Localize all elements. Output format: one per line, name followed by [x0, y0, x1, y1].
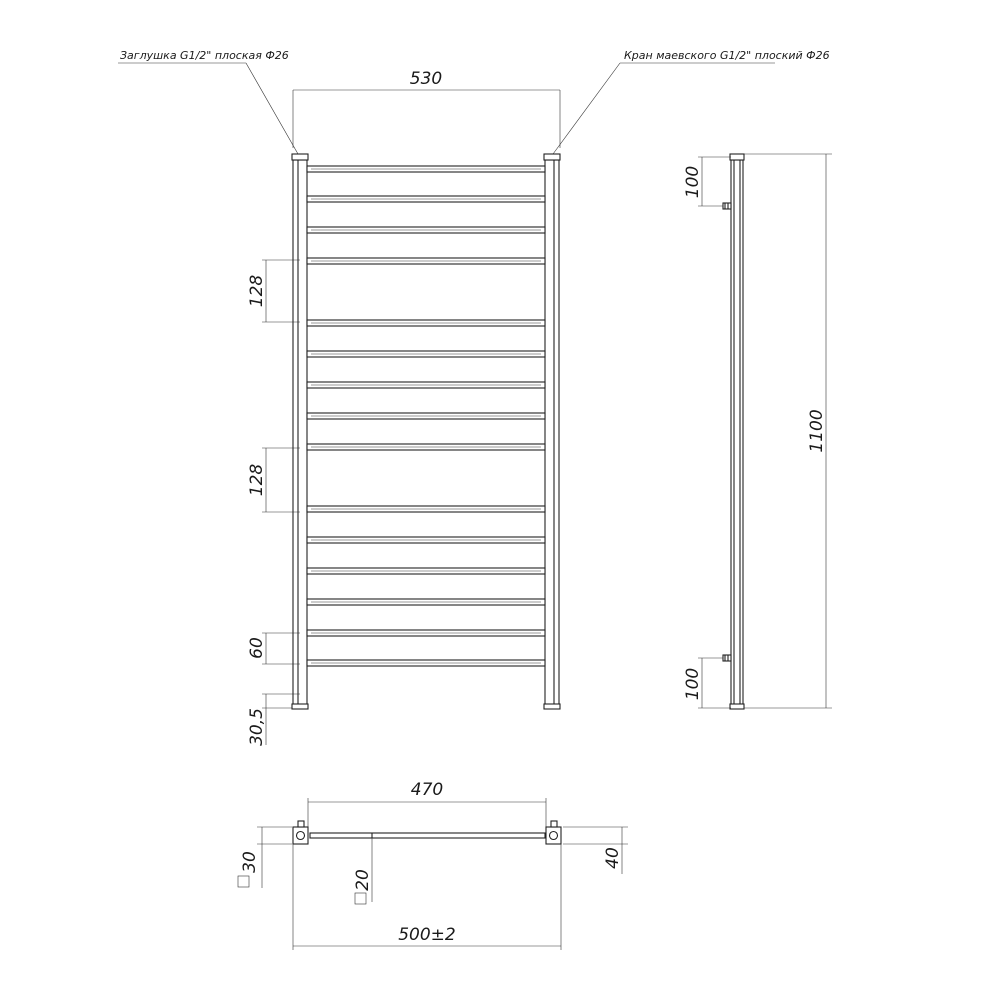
right-post-top-cap [544, 154, 560, 160]
right-post-bottom-cap [544, 704, 560, 709]
post-profile-30-label: 30 [240, 851, 260, 873]
side-post-top-cap [730, 154, 744, 160]
side-post-bottom-cap [730, 704, 744, 709]
front-view [118, 49, 830, 746]
left-post [293, 160, 307, 708]
rung-group [307, 166, 545, 666]
depth-40-label: 40 [603, 847, 623, 869]
right-valve-stem [551, 821, 557, 827]
lower-bracket [723, 655, 731, 661]
left-plug-stem [298, 821, 304, 827]
left-plug-circle [297, 832, 305, 840]
right-valve-circle [550, 832, 558, 840]
right-post [545, 160, 559, 708]
spacing-128-upper-label: 128 [247, 274, 267, 308]
side-post [731, 160, 743, 708]
left-post-bottom-cap [292, 704, 308, 709]
top-rung-bar [310, 833, 545, 838]
right-callout-label: Кран маевского G1/2" плоский Ф26 [624, 49, 830, 62]
left-callout-label: Заглушка G1/2" плоская Ф26 [120, 49, 289, 62]
post-profile-square-symbol [238, 876, 249, 887]
width-530-label: 530 [409, 69, 443, 89]
left-post-top-cap [292, 154, 308, 160]
side-view [683, 154, 832, 709]
upper-bracket [723, 203, 731, 209]
bottom-offset-label: 30,5 [247, 708, 267, 746]
side-bottom-100-label: 100 [683, 667, 703, 701]
spacing-128-middle-label: 128 [247, 463, 267, 497]
top-view [238, 780, 628, 950]
side-top-100-label: 100 [683, 165, 703, 199]
rung-profile-20-label: 20 [353, 869, 373, 891]
overall-width-500-label: 500±2 [398, 925, 456, 945]
height-1100-label: 1100 [807, 409, 827, 453]
spacing-60-label: 60 [247, 637, 267, 659]
rung-profile-square-symbol [355, 893, 366, 904]
center-width-470-label: 470 [410, 780, 444, 800]
